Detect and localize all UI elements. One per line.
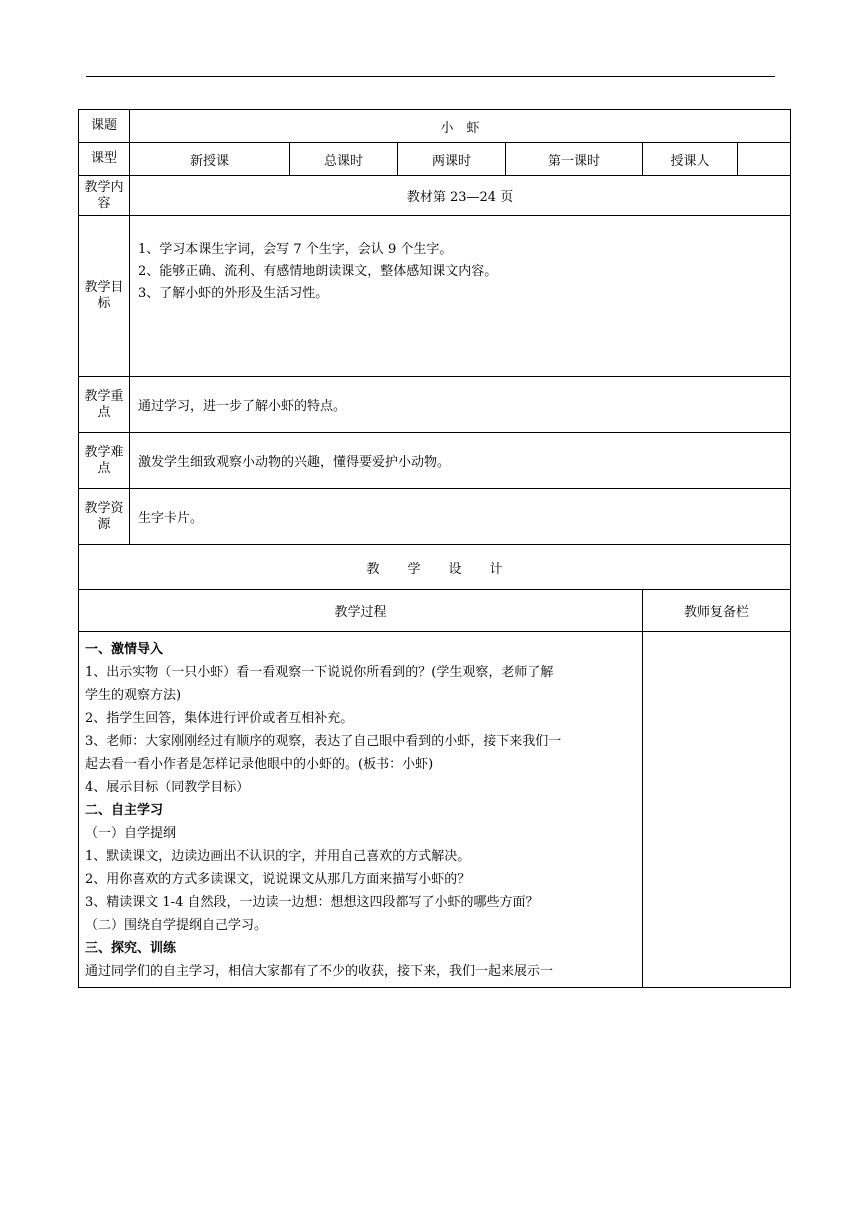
objectives-list <box>130 216 791 377</box>
total-hours-label: 总课时 <box>290 143 398 176</box>
process-line: 4、展示目标（同教学目标） <box>85 780 250 795</box>
notes-header: 教师复备栏 <box>643 590 791 632</box>
objective-item: 2、能够正确、流利、有感情地朗读课文，整体感知课文内容。 <box>138 264 498 279</box>
row-process <box>79 632 791 988</box>
total-hours-value: 两课时 <box>398 143 506 176</box>
process-line: 1、出示实物（一只小虾）看一看观察一下说说你所看到的？(学生观察，老师了解 <box>85 665 554 680</box>
session-label: 第一课时 <box>506 143 643 176</box>
process-line: 2、用你喜欢的方式多读课文，说说课文从那几方面来描写小虾的？ <box>85 872 471 887</box>
objective-item: 1、学习本课生字词，会写 7 个生字，会认 9 个生字。 <box>138 242 453 257</box>
header-rule <box>86 76 775 77</box>
section-heading: 二、自主学习 <box>85 803 164 818</box>
process-line: 学生的观察方法) <box>85 688 182 703</box>
teacher-label: 授课人 <box>643 143 738 176</box>
process-line: 2、指学生回答，集体进行评价或者互相补充。 <box>85 711 354 726</box>
process-line: 3、老师：大家刚刚经过有顺序的观察，表达了自己眼中看到的小虾，接下来我们一 <box>85 734 562 749</box>
difficulties-label: 教学难点 <box>79 433 130 489</box>
row-design-headers <box>79 590 791 632</box>
section-heading: 一、激情导入 <box>85 642 164 657</box>
row-key-points <box>79 377 791 433</box>
content-label: 教学内容 <box>79 176 130 216</box>
content-value: 教材第 23—24 页 <box>130 176 791 216</box>
process-line: （二）围绕自学提纲自己学习。 <box>85 918 268 933</box>
objectives-label: 教学目标 <box>79 216 130 377</box>
section-heading: 三、探究、训练 <box>85 941 177 956</box>
key-points-label: 教学重点 <box>79 377 130 433</box>
process-line: 1、默读课文，边读边画出不认识的字，并用自己喜欢的方式解决。 <box>85 849 471 864</box>
process-line: （一）自学提纲 <box>85 826 177 841</box>
lesson-plan-table <box>78 109 791 988</box>
type-label: 课型 <box>79 143 130 176</box>
row-topic <box>79 110 791 143</box>
design-title: 教学设计 <box>79 545 791 590</box>
objective-item: 3、了解小虾的外形及生活习性。 <box>138 286 329 301</box>
row-resources <box>79 489 791 545</box>
row-type <box>79 143 791 176</box>
process-line: 通过同学们的自主学习，相信大家都有了不少的收获，接下来，我们一起来展示一 <box>85 964 554 979</box>
row-content <box>79 176 791 216</box>
notes-column <box>643 632 791 988</box>
resources-label: 教学资源 <box>79 489 130 545</box>
process-line: 起去看一看小作者是怎样记录他眼中的小虾的。(板书：小虾) <box>85 757 434 772</box>
process-header: 教学过程 <box>79 590 643 632</box>
topic-value: 小 虾 <box>130 110 791 143</box>
teacher-value <box>738 143 791 176</box>
difficulties-value: 激发学生细致观察小动物的兴趣，懂得要爱护小动物。 <box>130 433 791 489</box>
key-points-value: 通过学习，进一步了解小虾的特点。 <box>130 377 791 433</box>
process-content <box>79 632 643 988</box>
resources-value: 生字卡片。 <box>130 489 791 545</box>
type-value: 新授课 <box>130 143 290 176</box>
row-difficulties <box>79 433 791 489</box>
row-design-title <box>79 545 791 590</box>
process-line: 3、精读课文 1-4 自然段，一边读一边想：想想这四段都写了小虾的哪些方面？ <box>85 895 539 910</box>
row-objectives <box>79 216 791 377</box>
topic-label: 课题 <box>79 110 130 143</box>
